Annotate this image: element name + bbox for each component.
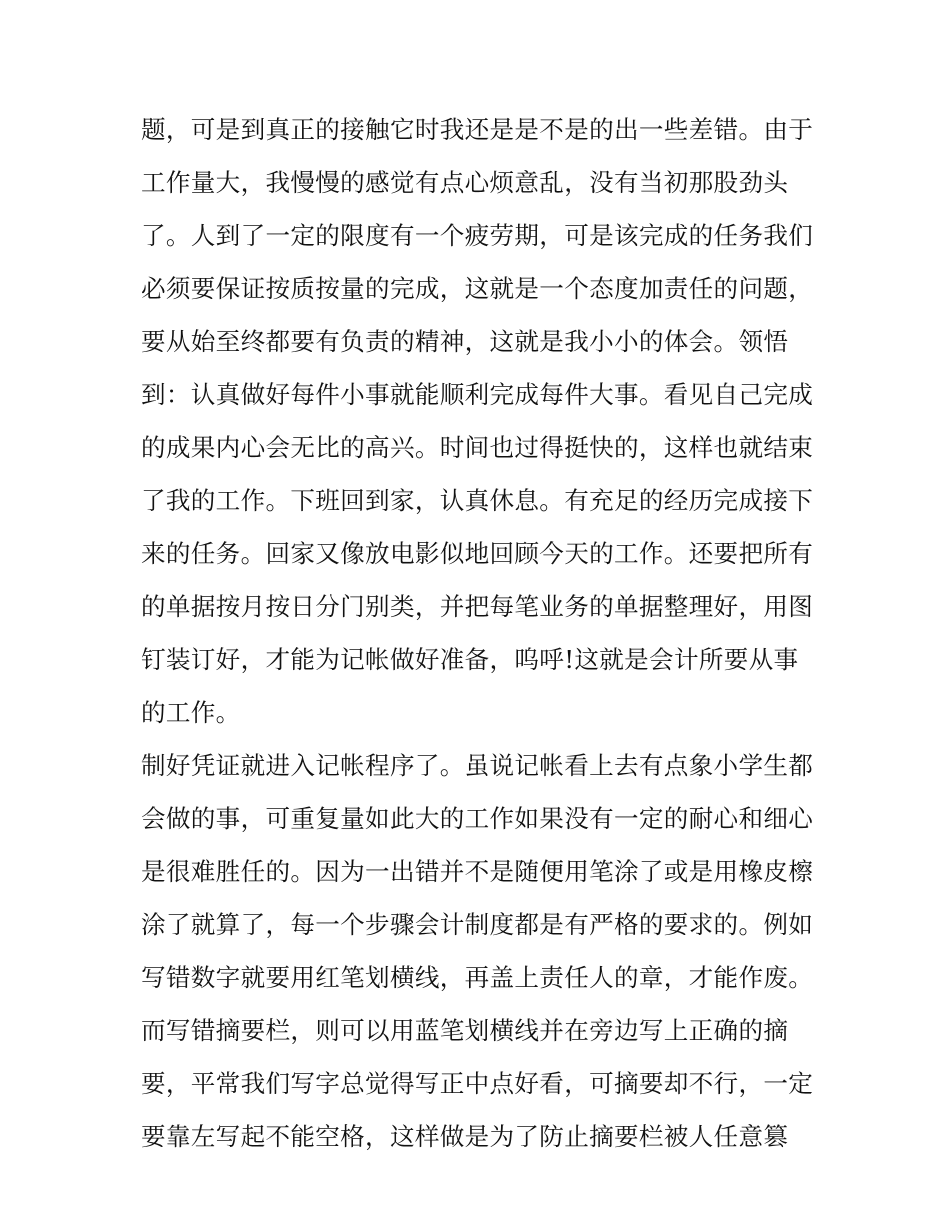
text-line: 会做的事，可重复量如此大的工作如果没有一定的耐心和细心 <box>141 804 814 833</box>
text-line: 工作量大，我慢慢的感觉有点心烦意乱，没有当初那股劲头 <box>141 168 789 197</box>
text-line: 了。人到了一定的限度有一个疲劳期，可是该完成的任务我们 <box>141 221 814 250</box>
text-line: 要从始至终都要有负责的精神，这就是我小小的体会。领悟 <box>141 327 789 356</box>
text-line: 而写错摘要栏，则可以用蓝笔划横线并在旁边写上正确的摘 <box>141 1016 789 1045</box>
text-line: 要靠左写起不能空格，这样做是为了防止摘要栏被人任意篡 <box>141 1122 789 1151</box>
text-line: 是很难胜任的。因为一出错并不是随便用笔涂了或是用橡皮檫 <box>141 857 814 886</box>
text-line: 了我的工作。下班回到家，认真休息。有充足的经历完成接下 <box>141 486 814 515</box>
text-line: 写错数字就要用红笔划横线，再盖上责任人的章，才能作废。 <box>141 963 814 992</box>
text-line: 的成果内心会无比的高兴。时间也过得挺快的，这样也就结束 <box>141 433 814 462</box>
text-line: 来的任务。回家又像放电影似地回顾今天的工作。还要把所有 <box>141 539 814 568</box>
text-line: 要，平常我们写字总觉得写正中点好看，可摘要却不行，一定 <box>141 1069 814 1098</box>
text-line: 必须要保证按质按量的完成，这就是一个态度加责任的问题， <box>141 274 814 303</box>
text-line: 题，可是到真正的接触它时我还是是不是的出一些差错。由于 <box>141 115 814 144</box>
text-line: 到：认真做好每件小事就能顺利完成每件大事。看见自己完成 <box>141 380 814 409</box>
text-line: 钉装订好，才能为记帐做好准备，呜呼!这就是会计所要从事 <box>141 645 799 674</box>
text-line: 的工作。 <box>141 698 241 727</box>
text-line: 的单据按月按日分门别类，并把每笔业务的单据整理好，用图 <box>141 592 814 621</box>
text-line: 涂了就算了，每一个步骤会计制度都是有严格的要求的。例如 <box>141 910 814 939</box>
text-line: 制好凭证就进入记帐程序了。虽说记帐看上去有点象小学生都 <box>141 751 814 780</box>
